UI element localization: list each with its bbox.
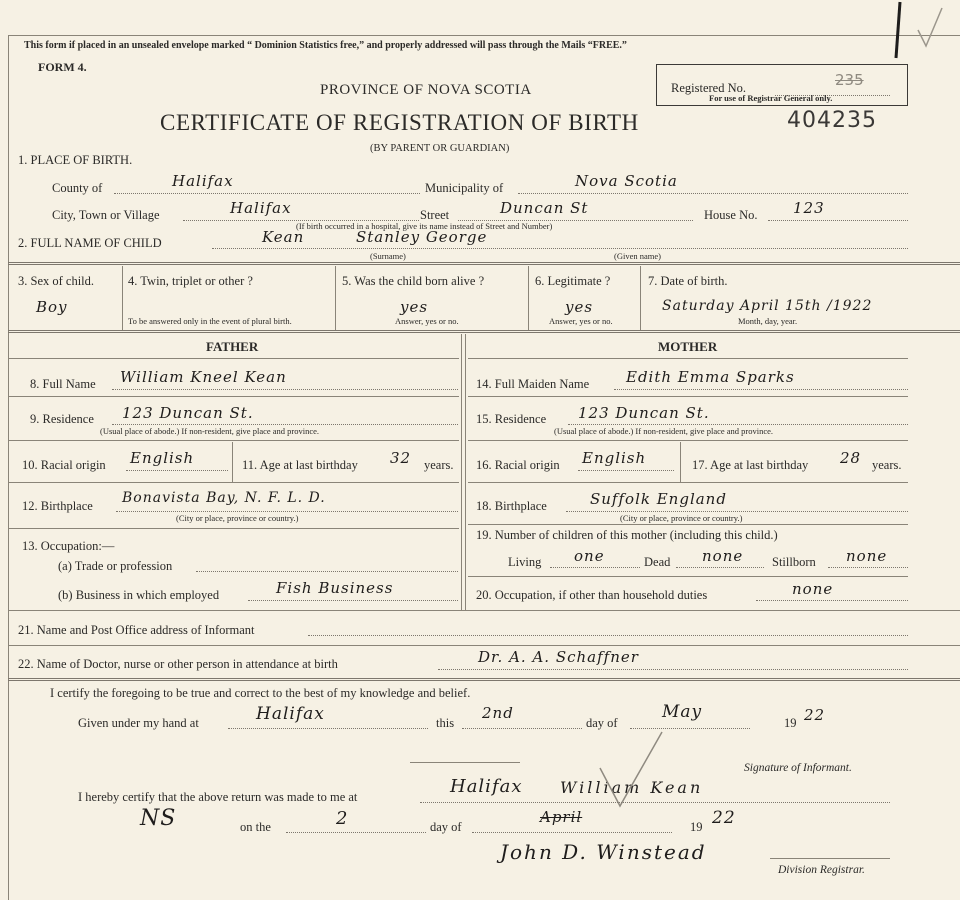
legitimate-label: 6. Legitimate ? — [535, 274, 611, 288]
dead-label: Dead — [644, 555, 671, 569]
living-value: one — [574, 547, 605, 565]
father-years-label: years. — [424, 458, 454, 472]
twin-label: 4. Twin, triplet or other ? — [128, 274, 253, 288]
father-occupation-label: 13. Occupation:— — [22, 539, 115, 553]
alive-value: yes — [400, 298, 429, 316]
living-label: Living — [508, 555, 542, 569]
mother-occupation-value: none — [792, 580, 834, 598]
doctor-label: 22. Name of Doctor, nurse or other person in attendance at birth — [18, 657, 338, 671]
sex-value: Boy — [36, 298, 68, 316]
this-label: this — [436, 716, 455, 730]
business-label: (b) Business in which employed — [58, 588, 220, 602]
father-residence-label: 9. Residence — [30, 412, 94, 426]
mother-birthplace-note: (City or place, province or country.) — [620, 513, 743, 523]
mother-name-value: Edith Emma Sparks — [626, 368, 795, 386]
alive-note: Answer, yes or no. — [395, 316, 459, 326]
given-day-of-label: day of — [586, 716, 618, 730]
given-month: May — [662, 702, 703, 722]
given-name-note: (Given name) — [614, 251, 661, 261]
mother-occupation-label: 20. Occupation, if other than household duties — [476, 588, 708, 602]
certify-text: I certify the foregoing to be true and correct to the best of my knowledge and belief. — [50, 686, 471, 700]
twin-note: To be answered only in the event of plural birth. — [128, 316, 292, 326]
stillborn-value: none — [846, 547, 888, 565]
registered-box — [656, 64, 908, 106]
registered-value: 235 — [835, 71, 864, 89]
dob-note: Month, day, year. — [738, 316, 798, 326]
registered-note: For use of Registrar General only. — [709, 93, 833, 103]
given-place: Halifax — [256, 704, 325, 724]
child-surname: Kean — [262, 228, 305, 246]
dead-value: none — [702, 547, 744, 565]
mother-age-value: 28 — [840, 449, 862, 467]
county-label: County of — [52, 181, 103, 195]
dob-value: Saturday April 15th /1922 — [662, 298, 873, 314]
mother-heading: MOTHER — [658, 339, 718, 354]
house-value: 123 — [793, 199, 825, 217]
mother-name-label: 14. Full Maiden Name — [476, 377, 590, 391]
legitimate-note: Answer, yes or no. — [549, 316, 613, 326]
father-birthplace-value: Bonavista Bay, N. F. L. D. — [122, 490, 326, 506]
children-count-label: 19. Number of children of this mother (including this child.) — [476, 528, 778, 542]
form-number: FORM 4. — [38, 60, 87, 74]
dob-label: 7. Date of birth. — [648, 274, 728, 288]
mother-residence-note: (Usual place of abode.) If non-resident, give place and province. — [554, 426, 774, 436]
alive-label: 5. Was the child born alive ? — [342, 274, 485, 288]
business-value: Fish Business — [276, 579, 394, 597]
father-birthplace-label: 12. Birthplace — [22, 499, 93, 513]
trade-label: (a) Trade or profession — [58, 559, 173, 573]
child-name-label: 2. FULL NAME OF CHILD — [18, 236, 162, 250]
mail-notice: This form if placed in an unsealed envelope marked “ Dominion Statistics free,” and properly addressed will pass through the Mails “FREE.” — [24, 40, 627, 51]
left-border — [8, 35, 9, 900]
hospital-note: (If birth occurred in a hospital, give its name instead of Street and Number) — [296, 221, 553, 231]
registrar-day: 2 — [336, 808, 349, 829]
mother-residence-value: 123 Duncan St. — [578, 404, 710, 422]
given-year: 22 — [804, 706, 826, 724]
registrar-initials: NS — [140, 806, 177, 831]
registrar-month: April — [540, 808, 583, 826]
mother-racial-value: English — [582, 449, 647, 467]
check-mark-icon — [590, 728, 680, 818]
pen-mark-icon — [880, 0, 960, 62]
city-label: City, Town or Village — [52, 208, 160, 222]
informant-signature-label: Signature of Informant. — [744, 762, 852, 774]
informant-label: 21. Name and Post Office address of Informant — [18, 623, 255, 637]
father-racial-label: 10. Racial origin — [22, 458, 106, 472]
father-age-label: 11. Age at last birthday — [242, 458, 358, 472]
mother-residence-label: 15. Residence — [476, 412, 547, 426]
city-value: Halifax — [230, 199, 292, 217]
registrar-day-of-label: day of — [430, 820, 462, 834]
on-the-label: on the — [240, 820, 271, 834]
father-age-value: 32 — [390, 449, 412, 467]
mother-birthplace-value: Suffolk England — [590, 490, 727, 508]
given-day: 2nd — [482, 704, 514, 722]
province-heading: PROVINCE OF NOVA SCOTIA — [320, 82, 532, 98]
father-racial-value: English — [130, 449, 195, 467]
registrar-year-prefix: 19 — [690, 820, 703, 834]
informant-signature: William Kean — [560, 778, 704, 797]
doctor-value: Dr. A. A. Schaffner — [478, 648, 639, 666]
place-of-birth-heading: 1. PLACE OF BIRTH. — [18, 153, 133, 167]
registrar-certify-label: I hereby certify that the above return was made to me at — [78, 790, 358, 804]
child-given-name: Stanley George — [356, 228, 488, 246]
mother-years-label: years. — [872, 458, 902, 472]
county-value: Halifax — [172, 172, 234, 190]
father-name-value: William Kneel Kean — [120, 368, 287, 386]
father-heading: FATHER — [206, 339, 259, 354]
given-label: Given under my hand at — [78, 716, 199, 730]
stillborn-label: Stillborn — [772, 555, 816, 569]
father-birthplace-note: (City or place, province or country.) — [176, 513, 299, 523]
given-year-prefix: 19 — [784, 716, 797, 730]
top-border — [8, 35, 960, 36]
municipality-label: Municipality of — [425, 181, 504, 195]
house-label: House No. — [704, 208, 758, 222]
registrar-place: Halifax — [450, 776, 523, 797]
mother-birthplace-label: 18. Birthplace — [476, 499, 547, 513]
street-value: Duncan St — [500, 199, 589, 217]
mother-racial-label: 16. Racial origin — [476, 458, 560, 472]
registrar-year: 22 — [712, 808, 736, 828]
sex-label: 3. Sex of child. — [18, 274, 95, 288]
father-residence-note: (Usual place of abode.) If non-resident, give place and province. — [100, 426, 320, 436]
surname-note: (Surname) — [370, 251, 406, 261]
legitimate-value: yes — [565, 298, 594, 316]
registrar-signature-label: Division Registrar. — [778, 864, 865, 876]
page-subtitle: (BY PARENT OR GUARDIAN) — [370, 143, 510, 154]
registered-label: Registered No. — [671, 81, 746, 95]
father-name-label: 8. Full Name — [30, 377, 96, 391]
stamped-number: 404235 — [787, 108, 877, 133]
municipality-value: Nova Scotia — [575, 172, 678, 190]
page-title: CERTIFICATE OF REGISTRATION OF BIRTH — [160, 110, 639, 135]
mother-age-label: 17. Age at last birthday — [692, 458, 809, 472]
registrar-signature: John D. Winstead — [500, 840, 707, 864]
father-residence-value: 123 Duncan St. — [122, 404, 254, 422]
street-label: Street — [420, 208, 450, 222]
